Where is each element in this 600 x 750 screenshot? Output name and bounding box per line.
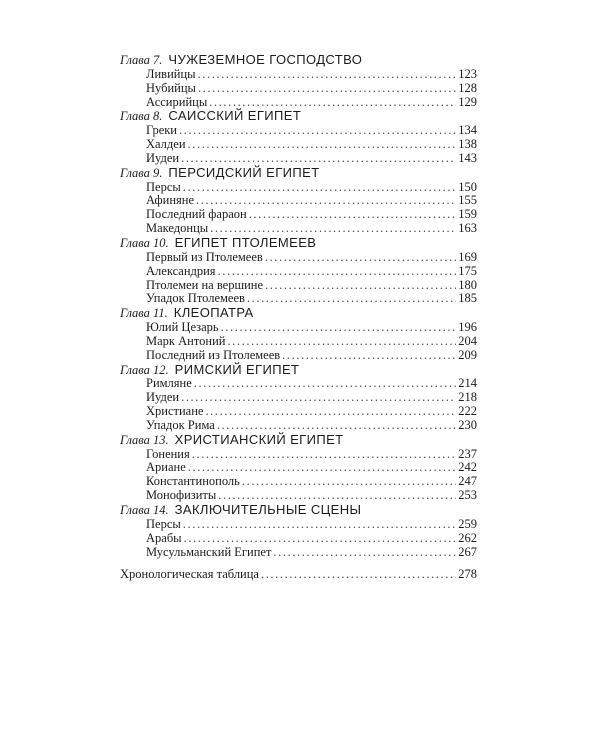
entry-title: Птолемеи на вершине [146, 277, 264, 292]
chapter-label: Глава 12. [120, 362, 169, 377]
page-number: 196 [458, 320, 477, 335]
entry-title: Иудеи [146, 150, 180, 165]
page-number: 134 [458, 123, 477, 138]
entry-title: Мусульманский Египет [146, 544, 272, 559]
dot-leader [249, 208, 457, 222]
page-number: 138 [458, 137, 477, 152]
entry-title: Константинополь [146, 474, 240, 489]
toc-entry [120, 377, 477, 391]
dot-leader [265, 251, 456, 265]
chapter-label: Глава 10. [120, 235, 169, 250]
chapter-title: ЗАКЛЮЧИТЕЛЬНЫЕ СЦЕНЫ [174, 502, 362, 517]
entry-title: Греки [146, 123, 177, 138]
dot-leader [181, 152, 456, 166]
entry-title: Римляне [146, 376, 192, 391]
chapter-heading [120, 109, 477, 124]
toc-entry [120, 292, 477, 306]
chapter-label: Глава 8. [120, 109, 163, 124]
chapter-heading [120, 363, 477, 378]
toc-entry [120, 518, 477, 532]
page-number: 143 [458, 150, 477, 165]
toc-entry [120, 251, 477, 265]
entry-title: Последний фараон [146, 207, 247, 222]
toc-entry [120, 138, 477, 152]
dot-leader [273, 546, 456, 560]
page-number: 278 [458, 567, 477, 582]
toc-entry [120, 321, 477, 335]
chapter-title: ЕГИПЕТ ПТОЛЕМЕЕВ [174, 234, 317, 250]
dot-leader [218, 489, 456, 503]
chapter-heading [120, 306, 477, 321]
entry-title: Юлий Цезарь [146, 320, 219, 335]
dot-leader [183, 518, 456, 532]
chapter-title: ПЕРСИДСКИЙ ЕГИПЕТ [168, 164, 320, 180]
dot-leader [188, 461, 456, 475]
page-number: 180 [458, 277, 477, 292]
dot-leader [188, 138, 457, 152]
entry-title: Александрия [146, 263, 216, 278]
dot-leader [209, 96, 456, 110]
toc-entry [120, 546, 477, 560]
entry-title: Гонения [146, 446, 190, 461]
dot-leader [205, 405, 456, 419]
entry-title: Ливийцы [146, 66, 196, 81]
entry-title: Македонцы [146, 221, 209, 236]
dot-leader [227, 335, 456, 349]
chapter-heading [120, 236, 477, 251]
dot-leader [179, 124, 456, 138]
dot-leader [261, 568, 456, 582]
page-number: 247 [458, 474, 477, 489]
toc-entry [120, 208, 477, 222]
entry-title: Ассирийцы [146, 94, 208, 109]
entry-title: Афиняне [146, 193, 195, 208]
chapter-title: РИМСКИЙ ЕГИПЕТ [174, 361, 300, 377]
page-number: 253 [458, 488, 477, 503]
chapter-label: Глава 7. [120, 53, 163, 67]
toc-entry [120, 265, 477, 279]
dot-leader [218, 265, 457, 279]
page-number: 129 [458, 94, 477, 109]
toc-entry [120, 419, 477, 433]
page-number: 123 [458, 66, 477, 81]
entry-title: Марк Антоний [146, 333, 226, 348]
page-number: 259 [458, 516, 477, 531]
chapter-label: Глава 11. [120, 306, 168, 321]
entry-title: Хронологическая таблица [120, 567, 259, 582]
page-number: 222 [458, 404, 477, 419]
chapter-heading [120, 166, 477, 181]
entry-title: Халдеи [146, 137, 186, 152]
chapter-label: Глава 9. [120, 165, 163, 180]
toc-entry [120, 448, 477, 462]
toc-entry [120, 279, 477, 293]
toc-entry [120, 391, 477, 405]
page-number: 159 [458, 207, 477, 222]
toc-entry [120, 152, 477, 166]
entry-title: Арабы [146, 530, 182, 545]
toc-entry [120, 194, 477, 208]
page-number: 128 [458, 80, 477, 95]
page-number: 242 [458, 460, 477, 475]
toc-entry [120, 461, 477, 475]
entry-title: Нубийцы [146, 80, 196, 95]
page-number: 262 [458, 530, 477, 545]
dot-leader [192, 448, 457, 462]
page-number: 204 [458, 333, 477, 348]
dot-leader [194, 377, 456, 391]
toc-entry [120, 96, 477, 110]
chapter-heading [120, 433, 477, 448]
page-number: 237 [458, 446, 477, 461]
dot-leader [265, 279, 456, 293]
dot-leader [217, 419, 456, 433]
toc-entry [120, 82, 477, 96]
entry-title: Ариане [146, 460, 186, 475]
page-number: 214 [458, 376, 477, 391]
chapter-label: Глава 14. [120, 503, 169, 517]
entry-title: Последний из Птолемеев [146, 347, 281, 362]
chapter-heading [120, 503, 477, 518]
entry-title: Упадок Рима [146, 417, 215, 432]
dot-leader [282, 349, 456, 363]
entry-title: Иудеи [146, 390, 180, 405]
page-number: 169 [458, 249, 477, 264]
page-number: 218 [458, 390, 477, 405]
entry-title: Христиане [146, 404, 204, 419]
page-number: 155 [458, 193, 477, 208]
dot-leader [184, 532, 457, 546]
chapter-label: Глава 13. [120, 432, 169, 447]
entry-title: Персы [146, 516, 181, 531]
chapter-title: ХРИСТИАНСКИЙ ЕГИПЕТ [174, 431, 344, 447]
page-number: 150 [458, 179, 477, 194]
page-number: 230 [458, 417, 477, 432]
toc-entry [120, 335, 477, 349]
dot-leader [183, 181, 456, 195]
dot-leader [247, 292, 456, 306]
page-number: 175 [458, 263, 477, 278]
entry-title: Упадок Птолемеев [146, 291, 245, 306]
chapter-title: КЛЕОПАТРА [173, 305, 254, 321]
table-of-contents [120, 53, 477, 582]
toc-entry [120, 532, 477, 546]
toc-entry [120, 489, 477, 503]
dot-leader [196, 194, 456, 208]
toc-entry [120, 222, 477, 236]
toc-entry [120, 405, 477, 419]
toc-entry-chronology [120, 568, 477, 582]
toc-entry [120, 475, 477, 489]
page-number: 185 [458, 291, 477, 306]
dot-leader [210, 222, 456, 236]
dot-leader [221, 321, 457, 335]
dot-leader [198, 82, 456, 96]
toc-entry [120, 349, 477, 363]
dot-leader [242, 475, 456, 489]
page-number: 163 [458, 221, 477, 236]
entry-title: Монофизиты [146, 488, 217, 503]
entry-title: Персы [146, 179, 181, 194]
chapter-title: ЧУЖЕЗЕМНОЕ ГОСПОДСТВО [168, 52, 363, 67]
dot-leader [181, 391, 456, 405]
toc-entry [120, 68, 477, 82]
toc-entry [120, 181, 477, 195]
toc-entry [120, 124, 477, 138]
entry-title: Первый из Птолемеев [146, 249, 263, 264]
chapter-title: САИССКИЙ ЕГИПЕТ [168, 108, 302, 124]
chapter-heading [120, 53, 477, 68]
page-number: 209 [458, 347, 477, 362]
dot-leader [198, 68, 457, 82]
page-number: 267 [458, 544, 477, 559]
